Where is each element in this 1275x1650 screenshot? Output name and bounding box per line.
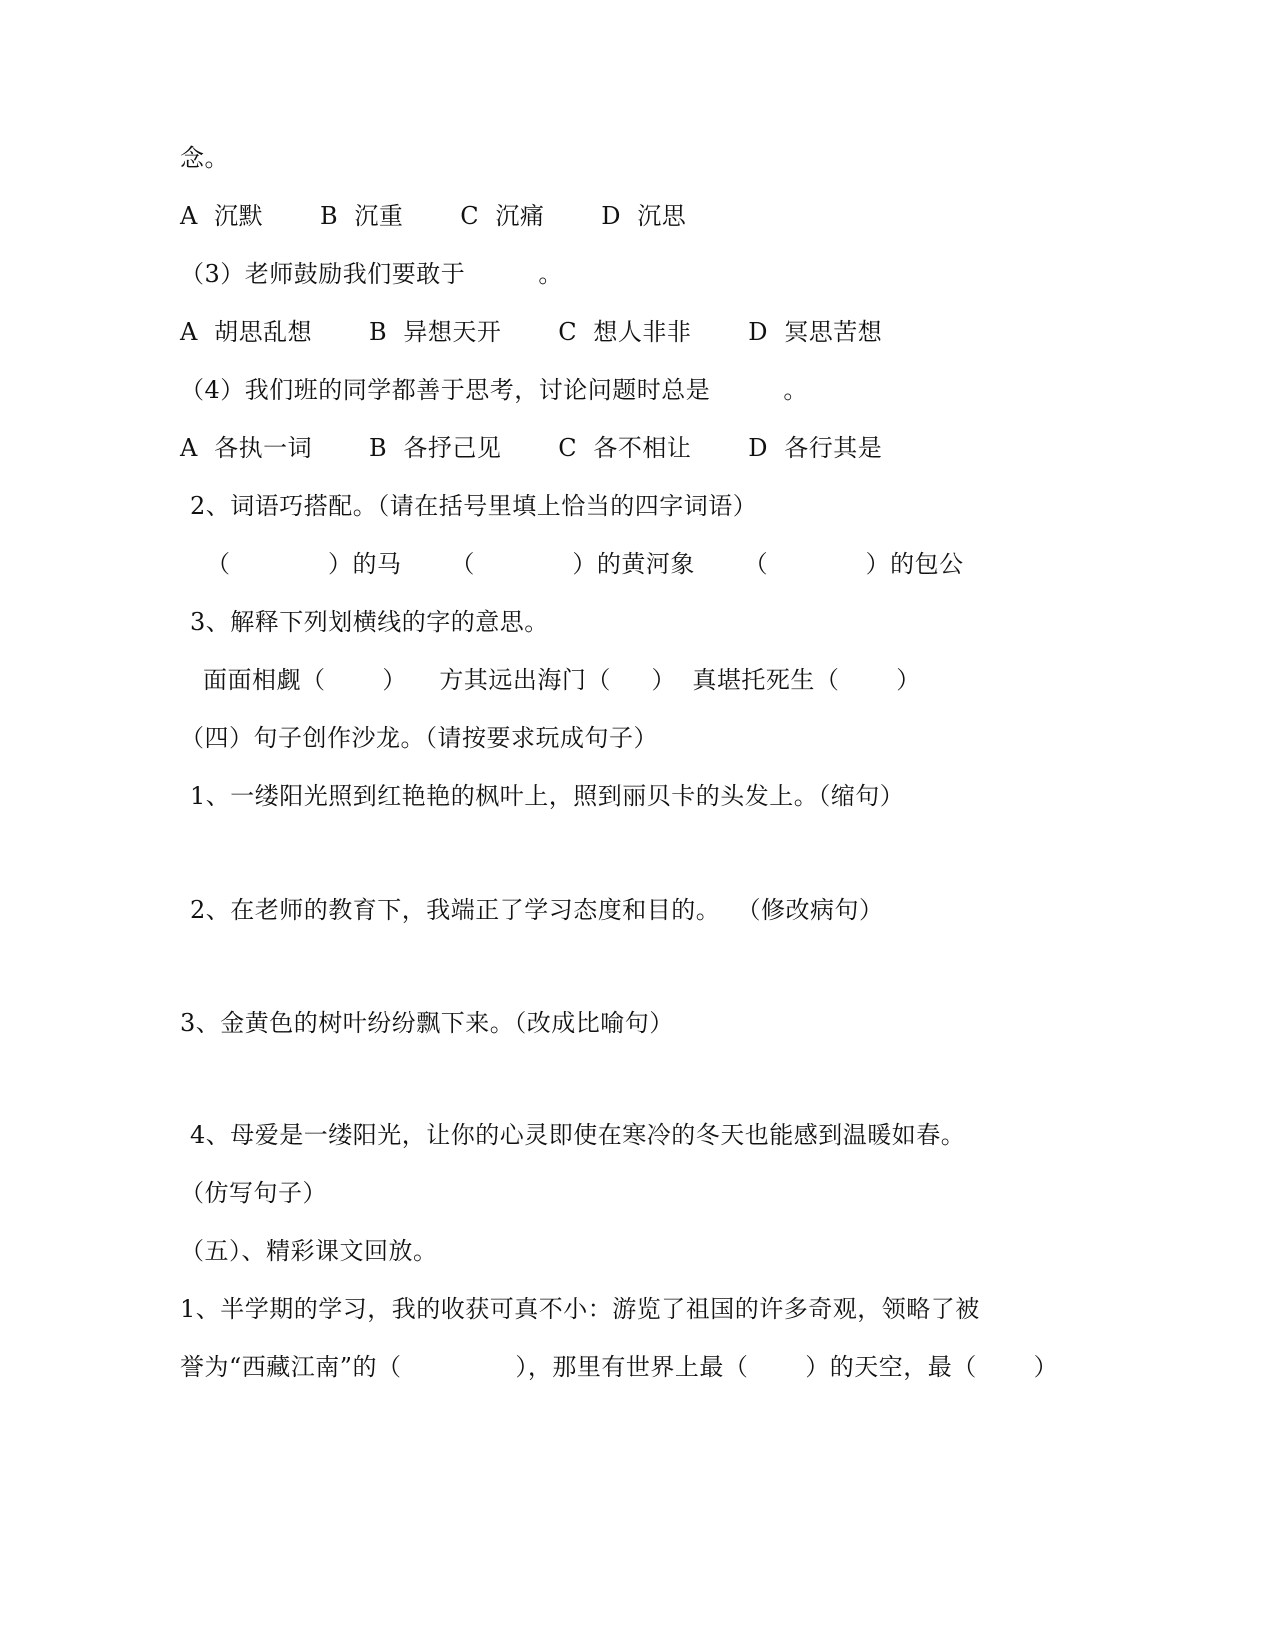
text-line-12: 1、一缕阳光照到红艳艳的枫叶上，照到丽贝卡的头发上。（缩句）	[190, 782, 905, 810]
text-line-1: 念。	[180, 144, 229, 172]
text-line-5: （4）我们班的同学都善于思考，讨论问题时总是 。	[180, 376, 808, 404]
text-line-17: （五）、精彩课文回放。	[180, 1237, 438, 1265]
text-line-10: 面面相觑（ ） 方其远出海门（ ） 真堪托死生（ ）	[203, 666, 921, 694]
text-line-13: 2、在老师的教育下，我端正了学习态度和目的。 （修改病句）	[190, 896, 884, 924]
text-line-15: 4、母爱是一缕阳光，让你的心灵即使在寒冷的冬天也能感到温暖如春。	[190, 1121, 966, 1149]
text-line-18: 1、半学期的学习，我的收获可真不小：游览了祖国的许多奇观，领略了被	[180, 1295, 980, 1323]
text-line-16: （仿写句子）	[180, 1179, 327, 1207]
text-line-9: 3、解释下列划横线的字的意思。	[190, 608, 549, 636]
text-line-2: A 沉默 B 沉重 C 沉痛 D 沉思	[180, 202, 687, 230]
text-line-14: 3、金黄色的树叶纷纷飘下来。（改成比喻句）	[180, 1009, 674, 1037]
text-line-3: （3）老师鼓励我们要敢于 。	[180, 260, 563, 288]
text-line-19: 誉为“西藏江南”的（ ），那里有世界上最（ ）的天空，最（ ）	[180, 1353, 1059, 1381]
text-line-4: A 胡思乱想 B 异想天开 C 想人非非 D 冥思苦想	[180, 318, 883, 346]
text-line-11: （四）句子创作沙龙。（请按要求玩成句子）	[180, 724, 658, 752]
text-line-7: 2、词语巧搭配。（请在括号里填上恰当的四字词语）	[190, 492, 758, 520]
text-line-6: A 各执一词 B 各抒己见 C 各不相让 D 各行其是	[180, 434, 883, 462]
text-line-8: （ ）的马 （ ）的黄河象 （ ）的包公	[206, 550, 964, 578]
